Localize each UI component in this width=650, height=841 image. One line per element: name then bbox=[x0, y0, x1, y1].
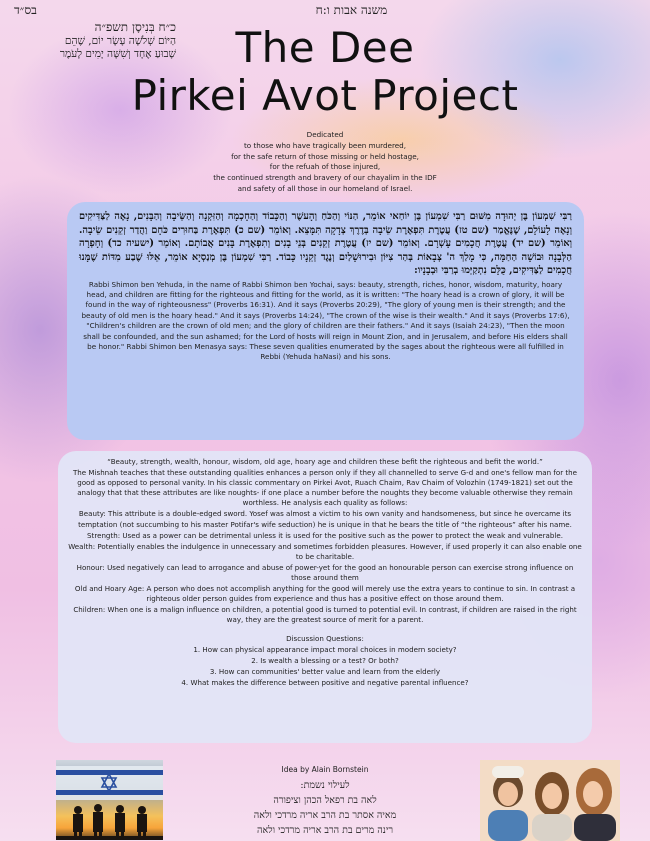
dedication bbox=[130, 130, 520, 195]
hebrew-date: כ״ח בְּנִיסָן תשפ״ה bbox=[94, 20, 176, 34]
quality-children: Children: When one is a malign influence on children, a potential good is turned to potential evil. In contrast, if children are raised in the right way, they are the greatest source of merit for a parent. bbox=[73, 605, 577, 625]
top-bar bbox=[0, 0, 650, 20]
dedication-line: to those who have tragically been murdered, bbox=[243, 140, 407, 150]
idea-credit: Idea by Alain Bornstein bbox=[281, 765, 369, 774]
memorial-name: מאיה אסתר בת הרב אריה מרדכי ולאה bbox=[253, 810, 397, 821]
mishnah-hebrew: רַבִּי שִׁמְעוֹן בֶּן יְהוּדָה מִשּׁוּם רַבִּי שִׁמְעוֹן בֶּן יוֹחַאי אוֹמֵר, הַנּוֹי וְהַכֹּחַ וְהָעשֶׁר וְהַכָּבוֹד וְהַחָכְמָה וְהַזִּקְנָה וְהַשֵּׂיבָה וְהַבָּנִים, נָאֶה לַצַּדִּיקִים וְנָאֶה לָעוֹלָם, שֶׁנֶּאֱמַר (שם טז) עֲטֶרֶת תִּפְאֶרֶת שֵׂיבָה בְּדֶרֶךְ צְדָקָה תִּמָּצֵא. וְאוֹמֵר (שם כ) תִּפְאֶרֶת בַּחוּרִים כֹּחָם וַהֲדַר זְקֵנִים שֵׂיבָה. וְאוֹמֵר (שם יד) עֲטֶרֶת חֲכָמִים עָשְׁרָם. וְאוֹמֵר (שם יז) עֲטֶרֶת זְקֵנִים בְּנֵי בָנִים וְתִפְאֶרֶת בָּנִים אֲבוֹתָם. וְאוֹמֵר (ישעיה כד) וְחָפְרָה הַלְּבָנָה וּבוֹשָׁה הַחַמָּה, כִּי מָלַךְ ה' צְבָאוֹת בְּהַר צִיּוֹן וּבִירוּשָׁלַיִם וְנֶגֶד זְקֵנָיו כָּבוֹד. רַבִּי שִׁמְעוֹן בֶּן מְנַסְיָא אוֹמֵר, אֵלּוּ שֶׁבַע מִדּוֹת שֶׁמָּנוּ חֲכָמִים לַצַּדִּיקִים, כֻּלָּם נִתְקַיְּמוּ בְרַבִּי וּבְבָנָיו: bbox=[79, 211, 572, 276]
dedication-line: for the safe return of those missing or held hostage, bbox=[231, 151, 419, 161]
quality-beauty: Beauty: This attribute is a double-edged sword. Yosef was almost a victim to his own vanity and handsomeness, but since he overcame its temptation (not succumbing to his master Potifar's wife seduction) he is unique in that he bears the title of “the righteous” after his name. bbox=[78, 509, 572, 529]
omer-count-line-1: הַיּוֹם שְׁלֹשָׁה עָשָׂר יוֹם, שֶׁהֵם bbox=[64, 35, 176, 47]
omer-count-line-2: שָׁבוּעַ אֶחָד וְשִׁשָּׁה יָמִים לָעֹמֶר bbox=[59, 48, 176, 60]
discussion-question: 3. How can communities' better value and learn from the elderly bbox=[209, 666, 441, 676]
mishnah-box bbox=[67, 202, 584, 440]
title-line-2: Pirkei Avot Project bbox=[131, 71, 519, 120]
quality-honour: Honour: Used negatively can lead to arrogance and abuse of power-yet for the good an honourable person can exercise strong influence on those around them bbox=[76, 562, 574, 583]
memorial-block bbox=[200, 778, 450, 838]
soldiers-flag-image bbox=[56, 760, 163, 840]
dedication-line: and safety of all those in our homeland of Israel. bbox=[237, 183, 413, 193]
header-left-mark: בס״ד bbox=[14, 2, 37, 17]
memorial-name: רינה מרים בת הרב אריה מרדכי ולאה bbox=[257, 825, 393, 836]
title-line-1: The Dee bbox=[235, 23, 415, 72]
quality-wealth: Wealth: Potentially enables the indulgence in unnecessary and sometimes forbidden pleasures. However, if used properly it can also enable one to be charitable. bbox=[68, 541, 582, 561]
page-title bbox=[0, 24, 650, 120]
discussion-title: Discussion Questions: bbox=[286, 633, 364, 643]
discussion-question: 1. How can physical appearance impact moral choices in modern society? bbox=[193, 644, 457, 654]
memorial-title: לעילוי נשמת: bbox=[300, 780, 350, 791]
dedication-line: Dedicated bbox=[306, 130, 344, 139]
discussion-question: 4. What makes the difference between positive and negative parental influence? bbox=[181, 677, 469, 687]
mishnah-english: Rabbi Shimon ben Yehuda, in the name of Rabbi Shimon ben Yochai, says: beauty, strength, riches, honor, wisdom, maturity, hoary head, and children are fitting for the righteous and fitting for the world, as it is written: "The hoary head is a crown of glory, it will be found in the way of righteousness" (Proverbs 16:31). And it says (Proverbs 20:29), "The glory of young men is their strength; and the beauty of old men is the hoary head." And it says (Proverbs 14:24), "The crown of the wise is their wealth." And it says (Proverbs 17:6), "Children's children are the crown of old men; and the glory of children are their fathers." And it says (Isaiah 24:23), "Then the moon shall be confounded, and the sun ashamed; for the Lord of hosts will reign in Mount Zion, and in Jerusalem, and before His elders shall be honor." Rabbi Shimon ben Menasya says: These seven qualities enumerated by the sages about the righteous were all fulfilled in Rebbi (Yehuda haNasi) and his sons. bbox=[81, 279, 570, 362]
dedication-line: the continued strength and bravery of our chayalim in the IDF bbox=[213, 173, 437, 183]
quality-strength: Strength: Used as a power can be detrimental unless it is used for the positive such as the power to protect the weak and vulnerable. bbox=[87, 530, 563, 540]
commentary-intro: The Mishnah teaches that these outstanding qualities enhances a person only if they all channelled to serve G-d and one's fellow man for the good as opposed to personal vanity. In his classic commentary on Pirkei Avot, Ruach Chaim, Rav Chaim of Volozhin (1749-1821) set out the analogy that that these attributes are like noughts- if one place a number before the noughts they become valuable otherwise they remain worthless. He analysis each quality as follows: bbox=[72, 468, 578, 508]
memorial-photo bbox=[480, 760, 620, 841]
commentary-quote: “Beauty, strength, wealth, honour, wisdom, old age, hoary age and children these befit the righteous and befit the world.” bbox=[107, 457, 543, 466]
commentary-text bbox=[68, 457, 582, 688]
memorial-name: לאה בת רפאל הכהן וציפורה bbox=[273, 795, 377, 806]
memorial-portraits-illustration bbox=[480, 760, 620, 841]
commentary-box bbox=[58, 451, 592, 743]
quality-old-age: Old and Hoary Age: A person who does not accomplish anything for the good will merely use the extra years to continue to sin. In contrast a righteous older person guides from experience and thus has a positive effect on those around them. bbox=[74, 584, 576, 604]
soldiers-flag-illustration bbox=[56, 760, 163, 840]
discussion-question: 2. Is wealth a blessing or a test? Or both? bbox=[251, 655, 399, 665]
dedication-line: for the refuah of those injured, bbox=[269, 162, 381, 172]
header-mishnah-ref: משנה אבות ו:ח bbox=[315, 2, 388, 17]
